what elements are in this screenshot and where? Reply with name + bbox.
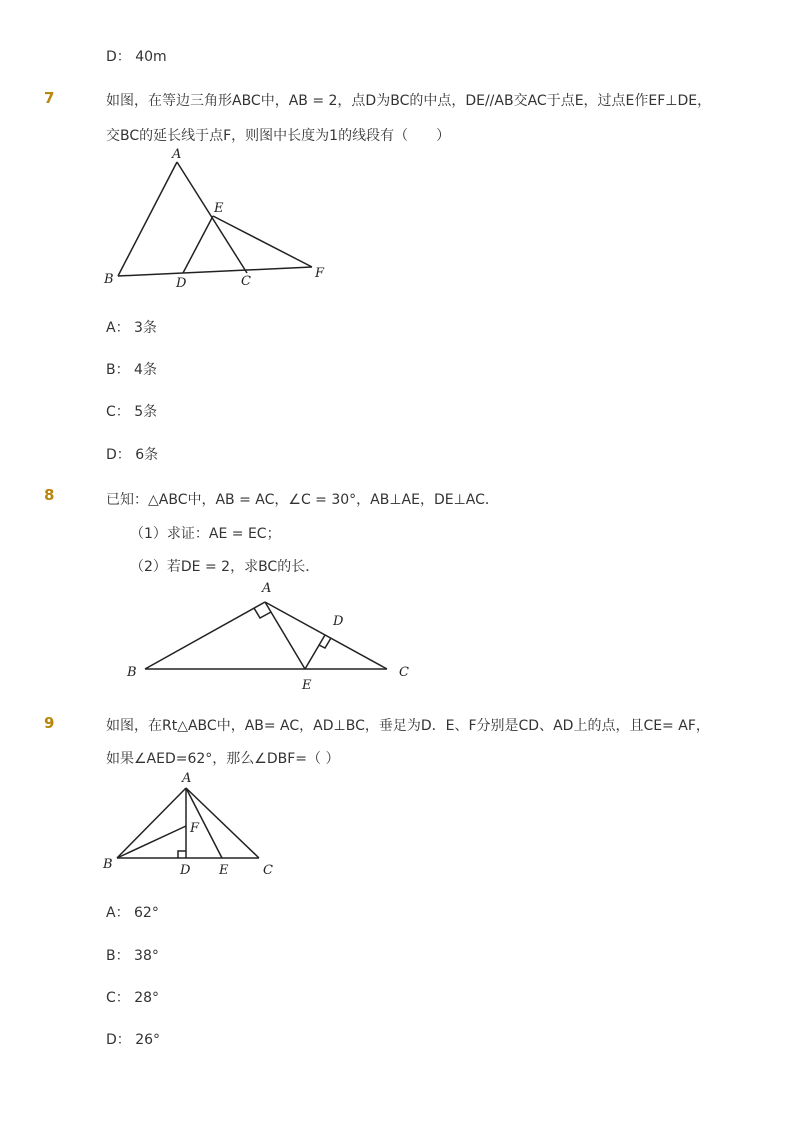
q9-label-a: A (182, 771, 192, 786)
q7-segment-ab (118, 162, 177, 276)
q7-option-d[interactable]: D： 6条 (106, 447, 159, 463)
q9-option-c[interactable]: C： 28° (106, 990, 160, 1006)
q9-label-d: D (180, 863, 191, 878)
q8-label-b: B (127, 665, 137, 680)
q8-label-e: E (302, 678, 312, 693)
q9-option-b[interactable]: B： 38° (106, 948, 159, 964)
question-number-8: 8 (44, 486, 55, 504)
q8-segment-ac (265, 602, 387, 669)
q9-label-f: F (190, 821, 200, 836)
q7-label-d: D (176, 276, 187, 291)
q7-option-b[interactable]: B： 4条 (106, 362, 157, 378)
q9-segment-ab (117, 788, 186, 858)
q8-sub-question-2: （2）若DE = 2，求BC的长． (130, 559, 320, 575)
q7-figure (100, 145, 340, 295)
q9-label-b: B (103, 857, 113, 872)
q9-stem-line1: 如图，在Rt△ABC中，AB= AC，AD⊥BC，垂足为D．E、F分别是CD、AD上的点，且CE= AF， (106, 718, 710, 734)
prev-option-d: D： 40m (106, 49, 167, 65)
q8-segment-de (305, 635, 325, 669)
q9-label-c: C (263, 863, 273, 878)
q9-figure (100, 770, 290, 880)
q8-figure (115, 578, 425, 693)
q7-stem-line2: 交BC的延长线于点F，则图中长度为1的线段有（ ） (106, 128, 451, 144)
q7-option-c[interactable]: C： 5条 (106, 404, 158, 420)
q8-segment-ab (145, 602, 265, 669)
q7-option-a[interactable]: A： 3条 (106, 320, 157, 336)
q7-label-c: C (241, 274, 251, 289)
q8-stem: 已知：△ABC中，AB = AC，∠C = 30°，AB⊥AE，DE⊥AC． (106, 492, 499, 508)
q9-option-d[interactable]: D： 26° (106, 1032, 161, 1048)
question-number-9: 9 (44, 714, 55, 732)
question-number-7: 7 (44, 89, 55, 107)
q7-stem-line1: 如图，在等边三角形ABC中，AB = 2，点D为BC的中点，DE//AB交AC于点E，过点E作EF⊥DE， (106, 93, 712, 109)
q9-segment-bf (117, 826, 186, 858)
q9-option-a[interactable]: A： 62° (106, 905, 159, 921)
q7-label-f: F (315, 266, 325, 281)
q8-label-d: D (333, 614, 344, 629)
q7-label-b: B (104, 272, 114, 287)
q7-label-e: E (214, 201, 224, 216)
q9-label-e: E (219, 863, 229, 878)
q7-segment-de (183, 216, 213, 273)
q9-stem-line2: 如果∠AED=62°，那么∠DBF=（ ） (106, 751, 340, 767)
q8-right-angle-a (254, 608, 271, 618)
q7-label-a: A (172, 147, 182, 162)
q8-sub-question-1: （1）求证：AE = EC； (130, 526, 281, 542)
q8-label-c: C (399, 665, 409, 680)
q8-label-a: A (262, 581, 272, 596)
q7-segment-bf (118, 267, 312, 276)
q9-right-angle-d (178, 851, 186, 858)
